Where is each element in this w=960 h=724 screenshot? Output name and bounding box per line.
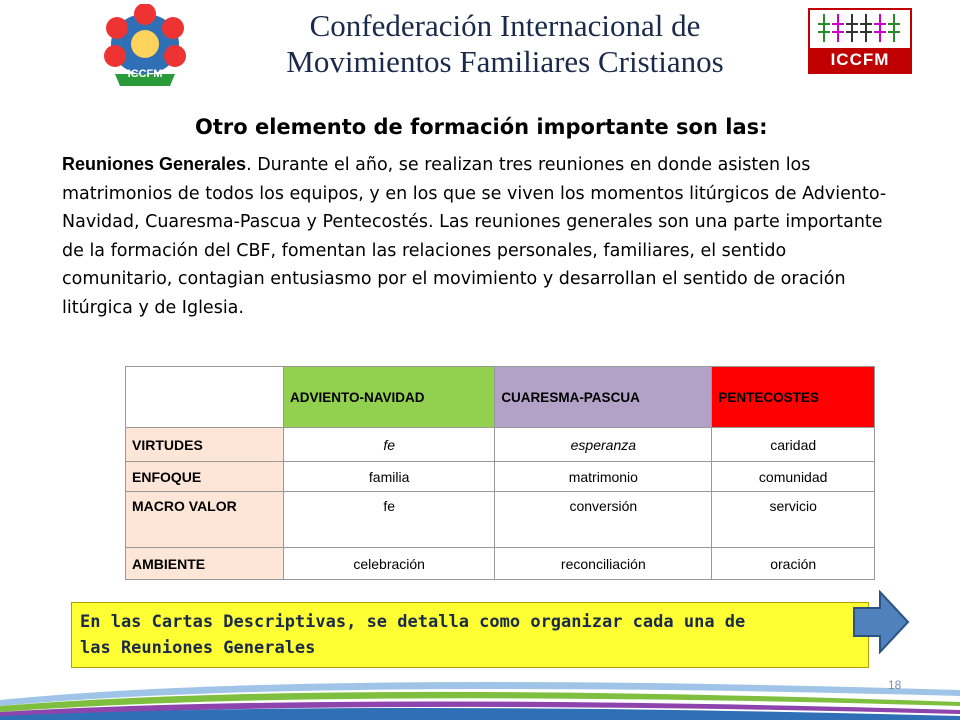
callout-line2: las Reuniones Generales: [80, 638, 316, 658]
table-cell: fe: [284, 428, 495, 462]
table-cell: caridad: [712, 428, 875, 462]
row-label: MACRO VALOR: [126, 492, 284, 548]
table-row: [126, 492, 875, 548]
header-title-line1: Confederación Internacional de: [309, 8, 701, 43]
callout-line1: En las Cartas Descriptivas, se detalla como organizar cada una de: [80, 612, 746, 632]
figures-icon: [810, 10, 910, 46]
row-label: ENFOQUE: [126, 462, 284, 492]
table-header-adviento: ADVIENTO-NAVIDAD: [284, 367, 495, 428]
row-label: VIRTUDES: [126, 428, 284, 462]
table-cell: fe: [284, 492, 495, 548]
table-header-pentecostes: PENTECOSTES: [712, 367, 875, 428]
header-title-line2: Movimientos Familiares Cristianos: [286, 44, 724, 79]
table-cell: reconciliación: [495, 548, 712, 580]
table-row: [126, 428, 875, 462]
table-header-empty: [126, 367, 284, 428]
table-header-cuaresma: CUARESMA-PASCUA: [495, 367, 712, 428]
logo-left-label: ICCFM: [127, 68, 163, 80]
table-header-row: [126, 367, 875, 428]
slide-subtitle: Otro elemento de formación importante son las:: [195, 115, 768, 139]
table-cell: servicio: [712, 492, 875, 548]
table-cell: comunidad: [712, 462, 875, 492]
header-title: [250, 8, 760, 80]
table-cell: matrimonio: [495, 462, 712, 492]
iccfm-logo-left: [95, 4, 195, 88]
paragraph-lead: Reuniones Generales: [62, 154, 247, 174]
page-number: 18: [888, 678, 902, 692]
logo-right-label: ICCFM: [810, 48, 910, 72]
table-row: [126, 548, 875, 580]
table-cell: conversión: [495, 492, 712, 548]
table-cell: oración: [712, 548, 875, 580]
liturgical-table: [125, 366, 875, 580]
slide-paragraph: [62, 150, 902, 322]
table-cell: celebración: [284, 548, 495, 580]
table-cell: familia: [284, 462, 495, 492]
decorative-swoosh: [0, 640, 960, 720]
table-row: [126, 462, 875, 492]
table-cell: esperanza: [495, 428, 712, 462]
iccfm-logo-right: [808, 8, 912, 74]
paragraph-body: . Durante el año, se realizan tres reuniones en donde asisten los matrimonios de todos los equipos, y en los que se viven los momentos litúrgicos de Adviento- Navidad, Cuaresma-Pascua y Pentecostés. Las reuniones generales son una parte importante de la formación del CBF, fomentan las relaciones personales, familiares, el sentido comunitario, contagian entusiasmo por el movimiento y desarrollan el sentido de oración litúrgica y de Iglesia.: [62, 155, 887, 318]
row-label: AMBIENTE: [126, 548, 284, 580]
